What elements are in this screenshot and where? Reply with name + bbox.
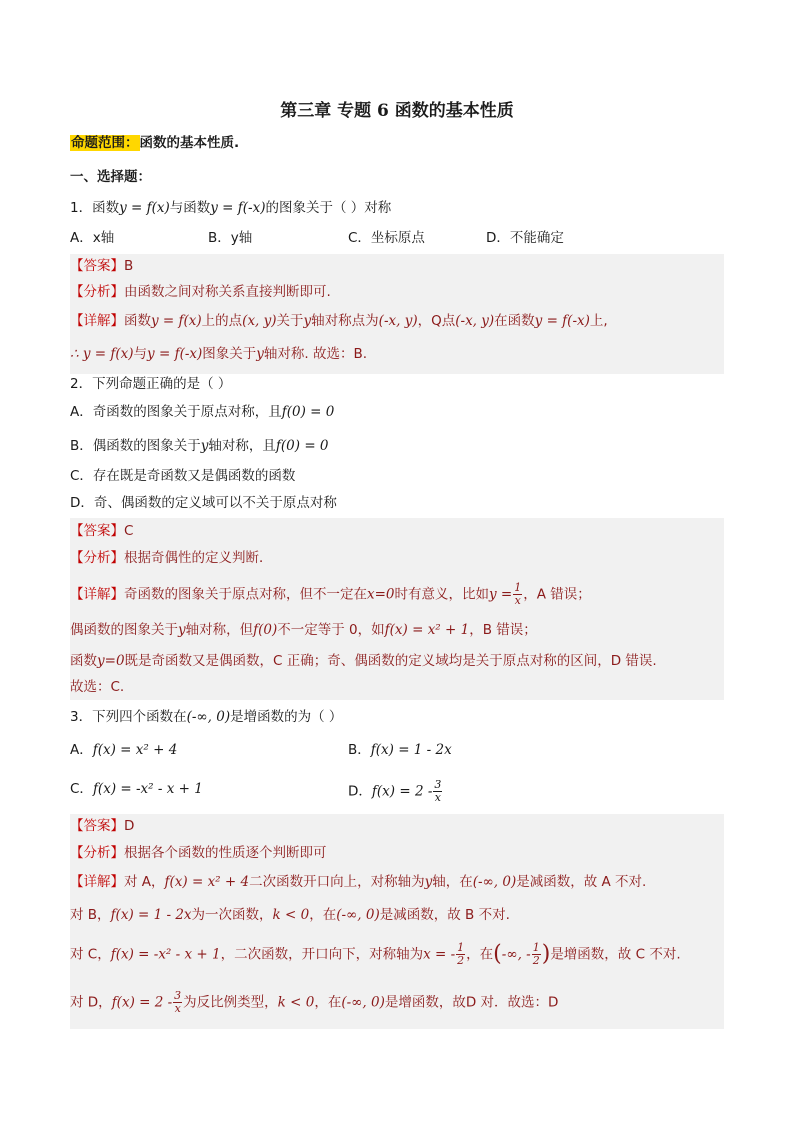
fraction: $\frac{3}{x}$ [434, 778, 442, 804]
q2-answer: 【答案】C [70, 523, 134, 539]
q1-answer: 【答案】B [70, 258, 134, 274]
q3-detail-a: 【详解】对 A，f(x) = x² + 4二次函数开口向上，对称轴为y轴，在(-∞, 0)是减函数，故 A 不对. [70, 874, 647, 890]
q1-option-a: A．x轴 [70, 230, 115, 246]
section-heading: 一、选择题： [70, 169, 151, 185]
fraction: $\frac{1}{2}$ [532, 941, 540, 967]
fraction: $\frac{1}{x}$ [514, 581, 522, 607]
q2-option-b: B．偶函数的图象关于y轴对称，且f(0) = 0 [70, 438, 329, 454]
q2-option-a: A．奇函数的图象关于原点对称，且f(0) = 0 [70, 404, 335, 420]
q2-detail-line-4: 故选：C. [70, 679, 125, 695]
q3-detail-b: 对 B，f(x) = 1 - 2x为一次函数，k < 0，在(-∞, 0)是减函数，故 B 不对. [70, 907, 510, 923]
q1-option-b: B．y轴 [208, 230, 253, 246]
q3-detail-c: 对 C，f(x) = -x² - x + 1，二次函数，开口向下，对称轴为x = - $\frac{1}{2}$ ，在(-∞, - $\frac{1}{2}$ )是增函数，故 C 不对. [70, 941, 681, 967]
scope-label: 命题范围： [71, 135, 139, 151]
fraction: $\frac{3}{x}$ [174, 989, 182, 1015]
q3-detail-d: 对 D，f(x) = 2 - $\frac{3}{x}$ 为反比例类型，k < 0，在(-∞, 0)是增函数，故D 对．故选：D [70, 989, 559, 1015]
q1-option-c: C．坐标原点 [348, 230, 425, 246]
question-1: 1．函数y = f(x)与函数y = f(-x)的图象关于（ ）对称 [70, 200, 392, 216]
q3-analysis: 【分析】根据各个函数的性质逐个判断即可 [70, 845, 327, 861]
fraction: $\frac{1}{2}$ [457, 941, 465, 967]
page-title: 第三章 专题 6 函数的基本性质 [280, 101, 514, 121]
q1-analysis: 【分析】由函数之间对称关系直接判断即可. [70, 284, 331, 300]
q3-option-b: B．f(x) = 1 - 2x [348, 742, 452, 758]
q3-option-d: D．f(x) = 2 - $\frac{3}{x}$ [348, 778, 442, 804]
q2-detail-line-2: 偶函数的图象关于y轴对称，但f(0)不一定等于 0，如f(x) = x² + 1，B 错误； [70, 622, 537, 638]
q1-detail-line-2: ∴ y = f(x)与y = f(-x)图象关于y轴对称. 故选：B. [70, 346, 368, 362]
q3-answer: 【答案】D [70, 818, 135, 834]
q1-option-d: D．不能确定 [486, 230, 564, 246]
scope-line [70, 133, 239, 153]
q2-detail-line-1: 【详解】奇函数的图象关于原点对称，但不一定在x=0时有意义，比如y = $\frac{1}{x}$ ，A 错误； [70, 581, 591, 607]
question-2: 2．下列命题正确的是（ ） [70, 376, 232, 392]
q2-option-d: D．奇、偶函数的定义域可以不关于原点对称 [70, 495, 337, 511]
q2-detail-line-3: 函数y=0既是奇函数又是偶函数，C 正确；奇、偶函数的定义域均是关于原点对称的区间，D 错误. [70, 653, 657, 669]
scope-text: 函数的基本性质. [139, 135, 240, 151]
q3-option-a: A．f(x) = x² + 4 [70, 742, 178, 758]
question-3: 3．下列四个函数在(-∞, 0)是增函数的为（ ） [70, 709, 343, 725]
q1-detail-line-1: 【详解】函数y = f(x)上的点(x, y)关于y轴对称点为(-x, y)，Q点(-x, y)在函数y = f(-x)上, [70, 313, 608, 329]
q2-option-c: C．存在既是奇函数又是偶函数的函数 [70, 468, 296, 484]
q2-analysis: 【分析】根据奇偶性的定义判断． [70, 550, 273, 566]
q3-option-c: C．f(x) = -x² - x + 1 [70, 781, 203, 797]
q2-solution-block [70, 518, 724, 700]
